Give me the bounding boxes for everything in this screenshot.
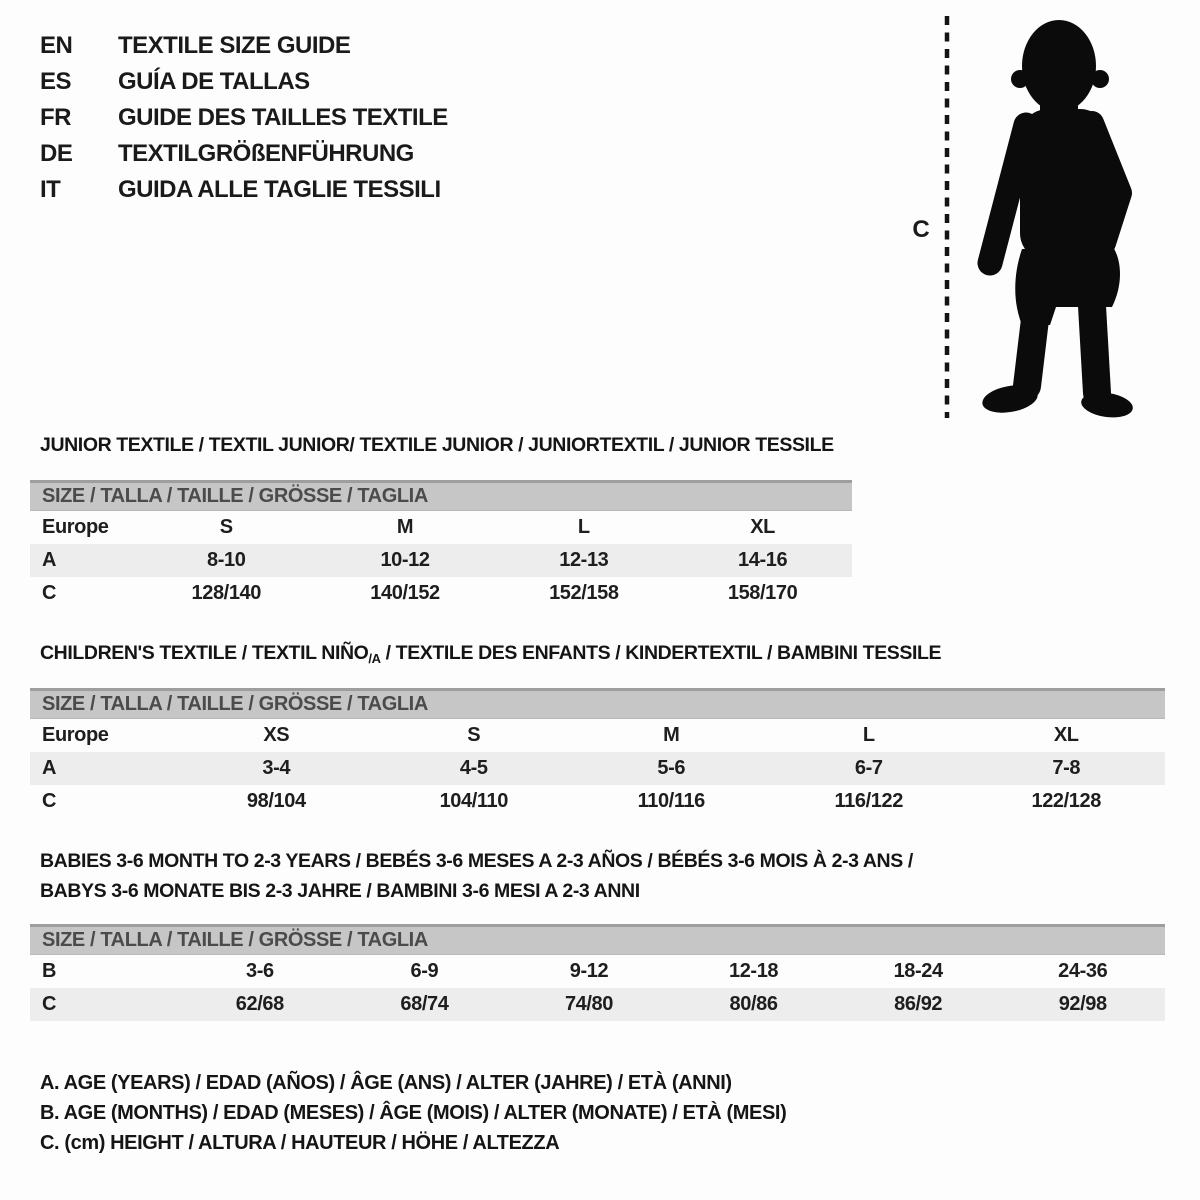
lang-title: GUÍA DE TALLAS [118, 68, 310, 95]
babies-title-line1: BABIES 3-6 MONTH TO 2-3 YEARS / BEBÉS 3-6 MESES A 2-3 AÑOS / BÉBÉS 3-6 MOIS À 2-3 ANS / [40, 850, 913, 872]
legend-line-c: C. (cm) HEIGHT / ALTURA / HAUTEUR / HÖHE / ALTEZZA [40, 1132, 560, 1154]
children-size-table [30, 688, 1165, 818]
table-row [30, 719, 1165, 752]
table-row [30, 988, 1165, 1021]
table-cell: 128/140 [191, 582, 261, 604]
row-label: C [42, 582, 57, 604]
table-row [30, 752, 1165, 785]
lang-title: TEXTILE SIZE GUIDE [118, 32, 351, 59]
language-title-block [40, 28, 448, 208]
row-label: C [42, 790, 57, 812]
table-cell: 9-12 [569, 960, 609, 982]
table-cell: 10-12 [380, 549, 430, 571]
table-cell: 5-6 [657, 757, 686, 779]
junior-section-title: JUNIOR TEXTILE / TEXTIL JUNIOR/ TEXTILE JUNIOR / JUNIORTEXTIL / JUNIOR TESSILE [40, 434, 834, 456]
title-subscript: /A [368, 651, 381, 666]
row-label: C [42, 993, 57, 1015]
size-header-bar: SIZE / TALLA / TAILLE / GRÖSSE / TAGLIA [30, 924, 1165, 955]
row-label: B [42, 960, 57, 982]
table-cell: 3-4 [262, 757, 291, 779]
table-cell: L [577, 516, 590, 538]
row-label: Europe [42, 724, 109, 746]
babies-section-title [40, 846, 913, 906]
table-cell: 74/80 [564, 993, 614, 1015]
table-cell: 122/128 [1031, 790, 1101, 812]
lang-title: GUIDE DES TAILLES TEXTILE [118, 104, 448, 131]
table-cell: 152/158 [549, 582, 619, 604]
height-dashed-line [942, 16, 952, 418]
table-cell: 12-18 [728, 960, 779, 982]
height-measure-label: C [912, 216, 930, 243]
lang-code: ES [40, 68, 72, 95]
table-cell: 62/68 [235, 993, 284, 1015]
table-row [30, 955, 1165, 988]
table-cell: 24-36 [1058, 960, 1108, 982]
table-cell: 4-5 [459, 757, 488, 779]
table-row [30, 511, 852, 544]
lang-code: EN [40, 32, 73, 59]
table-row [30, 577, 852, 610]
babies-title-line2: BABYS 3-6 MONATE BIS 2-3 JAHRE / BAMBINI 3-6 MESI A 2-3 ANNI [40, 880, 640, 902]
table-cell: 18-24 [893, 960, 943, 982]
table-row [30, 785, 1165, 818]
table-cell: 8-10 [207, 549, 246, 571]
row-label: A [42, 757, 57, 779]
table-row [30, 544, 852, 577]
table-cell: 7-8 [1052, 757, 1081, 779]
table-cell: 14-16 [738, 549, 788, 571]
table-cell: 158/170 [727, 582, 798, 604]
height-measure-figure [900, 10, 1180, 430]
size-header-bar: SIZE / TALLA / TAILLE / GRÖSSE / TAGLIA [30, 688, 1165, 719]
table-cell: 3-6 [245, 960, 274, 982]
children-section-title: CHILDREN'S TEXTILE / TEXTIL $NIÑO_{/A}$ / TEXTILE DES ENFANTS / KINDERTEXTIL / BAMBINI TESSILE [40, 642, 942, 666]
table-cell: 116/122 [834, 790, 903, 812]
table-cell: S [219, 516, 233, 538]
table-cell: 80/86 [729, 993, 778, 1015]
legend-line-b: B. AGE (MONTHS) / EDAD (MESES) / ÂGE (MOIS) / ALTER (MONATE) / ETÀ (MESI) [40, 1102, 787, 1124]
table-cell: 110/116 [637, 790, 705, 812]
table-cell: XL [1053, 724, 1079, 746]
lang-code: IT [40, 176, 61, 203]
table-cell: 92/98 [1058, 993, 1107, 1015]
lang-title: TEXTILGRÖßENFÜHRUNG [118, 140, 414, 167]
junior-size-table [30, 480, 852, 610]
table-cell: S [467, 724, 481, 746]
legend [40, 1068, 786, 1158]
table-cell: XS [263, 724, 290, 746]
lang-code: FR [40, 104, 71, 131]
table-cell: 6-9 [410, 960, 439, 982]
table-cell: 140/152 [370, 582, 440, 604]
table-cell: L [862, 724, 875, 746]
table-cell: XL [750, 516, 775, 538]
table-cell: 98/104 [246, 790, 306, 812]
table-cell: 68/74 [400, 993, 449, 1015]
row-label: Europe [42, 516, 109, 538]
size-header-bar: SIZE / TALLA / TAILLE / GRÖSSE / TAGLIA [30, 480, 852, 511]
row-label: A [42, 549, 57, 571]
table-cell: M [396, 516, 414, 538]
legend-line-a: A. AGE (YEARS) / EDAD (AÑOS) / ÂGE (ANS) / ALTER (JAHRE) / ETÀ (ANNI) [40, 1072, 732, 1094]
lang-title: GUIDA ALLE TAGLIE TESSILI [118, 176, 441, 203]
toddler-silhouette-icon [964, 10, 1139, 422]
table-cell: M [663, 724, 680, 746]
table-cell: 86/92 [894, 993, 943, 1015]
lang-code: DE [40, 140, 73, 167]
table-cell: 6-7 [854, 757, 883, 779]
babies-size-table [30, 924, 1165, 1021]
table-cell: 104/110 [439, 790, 508, 812]
table-cell: 12-13 [559, 549, 609, 571]
